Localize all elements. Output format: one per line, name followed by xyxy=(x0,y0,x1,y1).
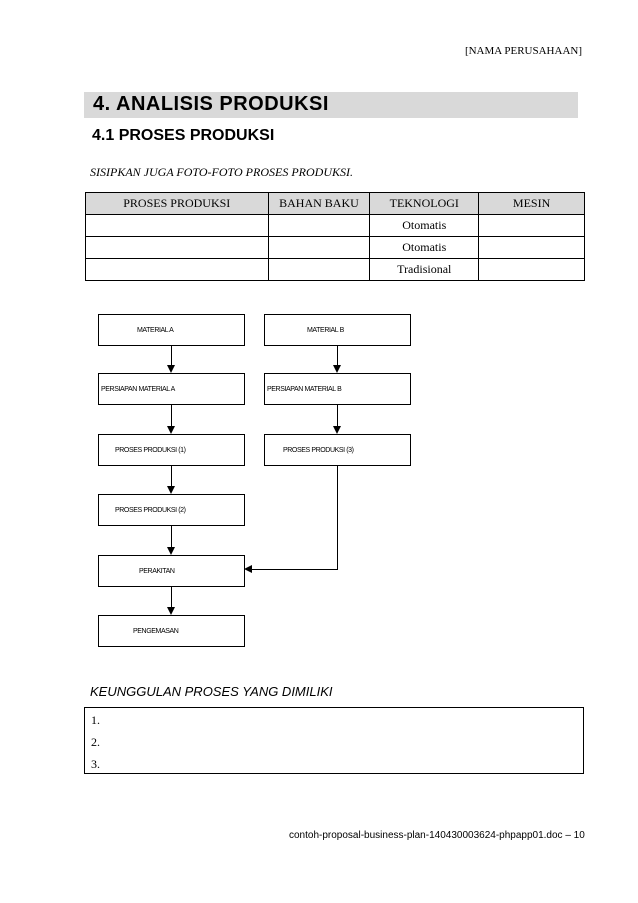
flow-box-proses-3 xyxy=(264,434,411,466)
table-cell xyxy=(479,259,585,281)
flow-label: PENGEMASAN xyxy=(133,627,179,635)
arrow-down-icon xyxy=(167,547,175,555)
section-title: 4. ANALISIS PRODUKSI xyxy=(93,93,329,115)
flow-box-proses-1 xyxy=(98,434,245,466)
table-header-cell: BAHAN BAKU xyxy=(268,193,370,215)
table-cell xyxy=(479,237,585,259)
flow-box-perakitan xyxy=(98,555,245,587)
table-cell xyxy=(86,215,269,237)
connector-line xyxy=(171,586,172,607)
table-row xyxy=(86,237,585,259)
table-cell xyxy=(479,215,585,237)
connector-line xyxy=(171,525,172,547)
arrow-down-icon xyxy=(167,486,175,494)
flow-box-pengemasan xyxy=(98,615,245,647)
table-row xyxy=(86,215,585,237)
arrow-left-icon xyxy=(244,565,252,573)
instruction-text: SISIPKAN JUGA FOTO-FOTO PROSES PRODUKSI. xyxy=(90,165,353,179)
list-item: 3. xyxy=(91,757,100,771)
flow-box-material-b xyxy=(264,314,411,346)
connector-line xyxy=(252,569,338,570)
arrow-down-icon xyxy=(167,426,175,434)
table-cell: Otomatis xyxy=(370,237,479,259)
flow-box-proses-2 xyxy=(98,494,245,526)
flow-label: MATERIAL B xyxy=(307,326,344,334)
list-item: 1. xyxy=(91,713,100,727)
page-footer: contoh-proposal-business-plan-140430003624-phpapp01.doc – 10 xyxy=(289,830,585,841)
company-header: [NAMA PERUSAHAAN] xyxy=(464,45,582,57)
flow-label: PERSIAPAN MATERIAL A xyxy=(101,385,175,393)
flow-label: MATERIAL A xyxy=(137,326,174,334)
table-row xyxy=(86,259,585,281)
connector-line xyxy=(171,404,172,426)
flow-box-persiapan-a xyxy=(98,373,245,405)
table-cell: Otomatis xyxy=(370,215,479,237)
production-table xyxy=(85,192,585,281)
flow-label: PROSES PRODUKSI (2) xyxy=(115,506,186,514)
flow-label: PERAKITAN xyxy=(139,567,175,575)
subsection-title: 4.1 PROSES PRODUKSI xyxy=(92,127,275,144)
flow-box-material-a xyxy=(98,314,245,346)
list-item: 2. xyxy=(91,735,100,749)
table-header-cell: MESIN xyxy=(479,193,585,215)
arrow-down-icon xyxy=(333,365,341,373)
connector-line xyxy=(337,345,338,365)
table-cell: Tradisional xyxy=(370,259,479,281)
flow-label: PROSES PRODUKSI (3) xyxy=(283,446,354,454)
arrow-down-icon xyxy=(167,607,175,615)
connector-line xyxy=(337,465,338,570)
table-header-row xyxy=(86,193,585,215)
table-cell xyxy=(268,237,370,259)
advantages-title: KEUNGGULAN PROSES YANG DIMILIKI xyxy=(90,684,333,699)
connector-line xyxy=(171,345,172,365)
table-cell xyxy=(268,259,370,281)
table-cell xyxy=(86,237,269,259)
table-header-cell: TEKNOLOGI xyxy=(370,193,479,215)
arrow-down-icon xyxy=(167,365,175,373)
connector-line xyxy=(337,404,338,426)
flow-box-persiapan-b xyxy=(264,373,411,405)
connector-line xyxy=(171,465,172,486)
table-cell xyxy=(268,215,370,237)
arrow-down-icon xyxy=(333,426,341,434)
table-header-cell: PROSES PRODUKSI xyxy=(86,193,269,215)
advantages-list xyxy=(84,707,584,774)
table-cell xyxy=(86,259,269,281)
flow-label: PROSES PRODUKSI (1) xyxy=(115,446,186,454)
flow-label: PERSIAPAN MATERIAL B xyxy=(267,385,342,393)
